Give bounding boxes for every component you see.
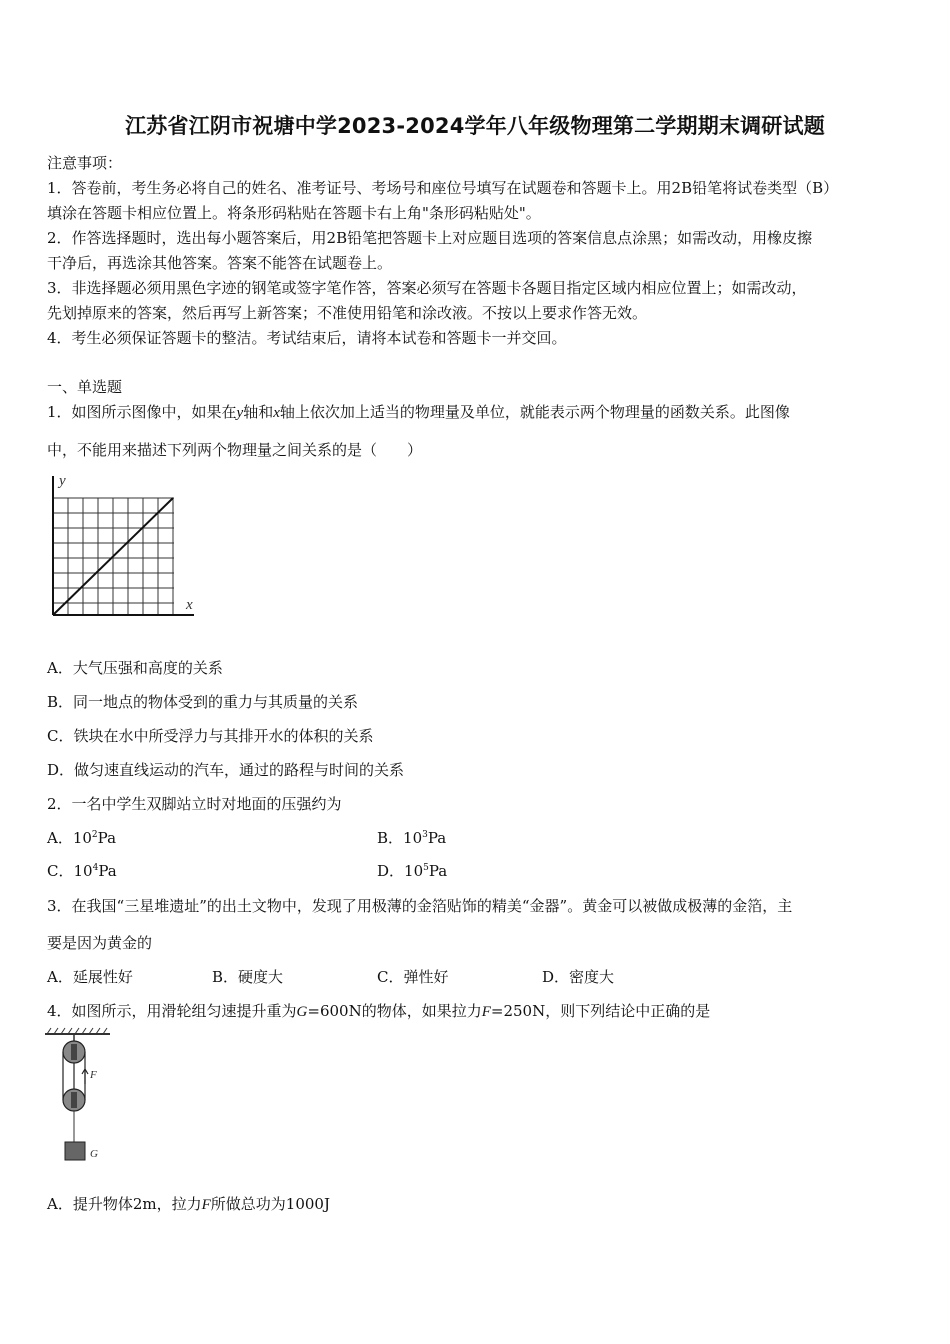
option-d: D．做匀速直线运动的汽车，通过的路程与时间的关系 — [47, 761, 405, 779]
option-a: A．大气压强和高度的关系 — [47, 659, 223, 677]
notice-line: 2．作答选择题时，选出每小题答案后，用2B铅笔把答题卡上对应题目选项的答案信息点涂黑；如需改动，用橡皮擦 — [47, 229, 813, 247]
option-c: C．$10^4Pa$ — [47, 862, 117, 880]
weight-label: G — [90, 1148, 98, 1160]
notice-line: 1．答卷前，考生务必将自己的姓名、准考证号、考场号和座位号填写在试题卷和答题卡上。用2B铅笔将试卷类型（B） — [47, 179, 839, 197]
question-3-stem-line2: 要是因为黄金的 — [47, 934, 153, 952]
option-b: B．$10^3Pa$ — [377, 829, 447, 847]
notice-line: 3．非选择题必须用黑色字迹的钢笔或签字笔作答，答案必须写在答题卡各题目指定区域内相应位置上；如需改动， — [47, 279, 807, 297]
option-c: C．铁块在水中所受浮力与其排开水的体积的关系 — [47, 727, 374, 745]
notice-line: 4．考生必须保证答题卡的整洁。考试结束后，请将本试卷和答题卡一并交回。 — [47, 329, 567, 347]
linear-graph-figure — [44, 472, 204, 627]
option-b: B．硬度大 — [212, 968, 284, 986]
section-heading: 一、单选题 — [47, 378, 123, 396]
force-label: F — [90, 1069, 97, 1081]
question-1-stem-line2: 中，不能用来描述下列两个物理量之间关系的是（ ） — [47, 441, 423, 459]
question-2-stem: 2．一名中学生双脚站立时对地面的压强约为 — [47, 795, 342, 813]
question-1-stem: 1．如图所示图像中，如果在y轴和x轴上依次加上适当的物理量及单位，就能表示两个物理量的函数关系。此图像 — [47, 403, 790, 421]
option-a: A．提升物体2m，拉力F所做总功为1000J — [47, 1195, 330, 1213]
question-4-stem: 4．如图所示，用滑轮组匀速提升重为G=600N的物体，如果拉力F=250N，则下列结论中正确的是 — [47, 1002, 711, 1020]
option-d: D．$10^5Pa$ — [377, 862, 448, 880]
option-d: D．密度大 — [542, 968, 615, 986]
option-a: A．$10^2Pa$ — [47, 829, 117, 847]
notice-line: 填涂在答题卡相应位置上。将条形码粘贴在答题卡右上角"条形码粘贴处"。 — [47, 204, 541, 222]
pulley-system-figure — [40, 1026, 120, 1166]
ceiling — [45, 1028, 110, 1034]
notice-line: 先划掉原来的答案，然后再写上新答案；不准使用铅笔和涂改液。不按以上要求作答无效。 — [47, 304, 648, 322]
option-b: B．同一地点的物体受到的重力与其质量的关系 — [47, 693, 359, 711]
option-c: C．弹性好 — [377, 968, 449, 986]
notice-line: 干净后，再选涂其他答案。答案不能答在试题卷上。 — [47, 254, 393, 272]
question-3-stem: 3．在我国“三星堆遗址”的出土文物中，发现了用极薄的金箔贴饰的精美“金器”。黄金可以被做成极薄的金箔，主 — [47, 897, 793, 915]
option-a: A．延展性好 — [47, 968, 133, 986]
load-block — [65, 1142, 85, 1160]
y-axis-label: y — [59, 473, 66, 489]
pull-arrow — [82, 1069, 88, 1084]
page-title: 江苏省江阴市祝塘中学2023-2024学年八年级物理第二学期期末调研试题 — [125, 114, 825, 138]
notice-heading: 注意事项： — [47, 154, 123, 172]
x-axis-label: x — [186, 597, 193, 613]
